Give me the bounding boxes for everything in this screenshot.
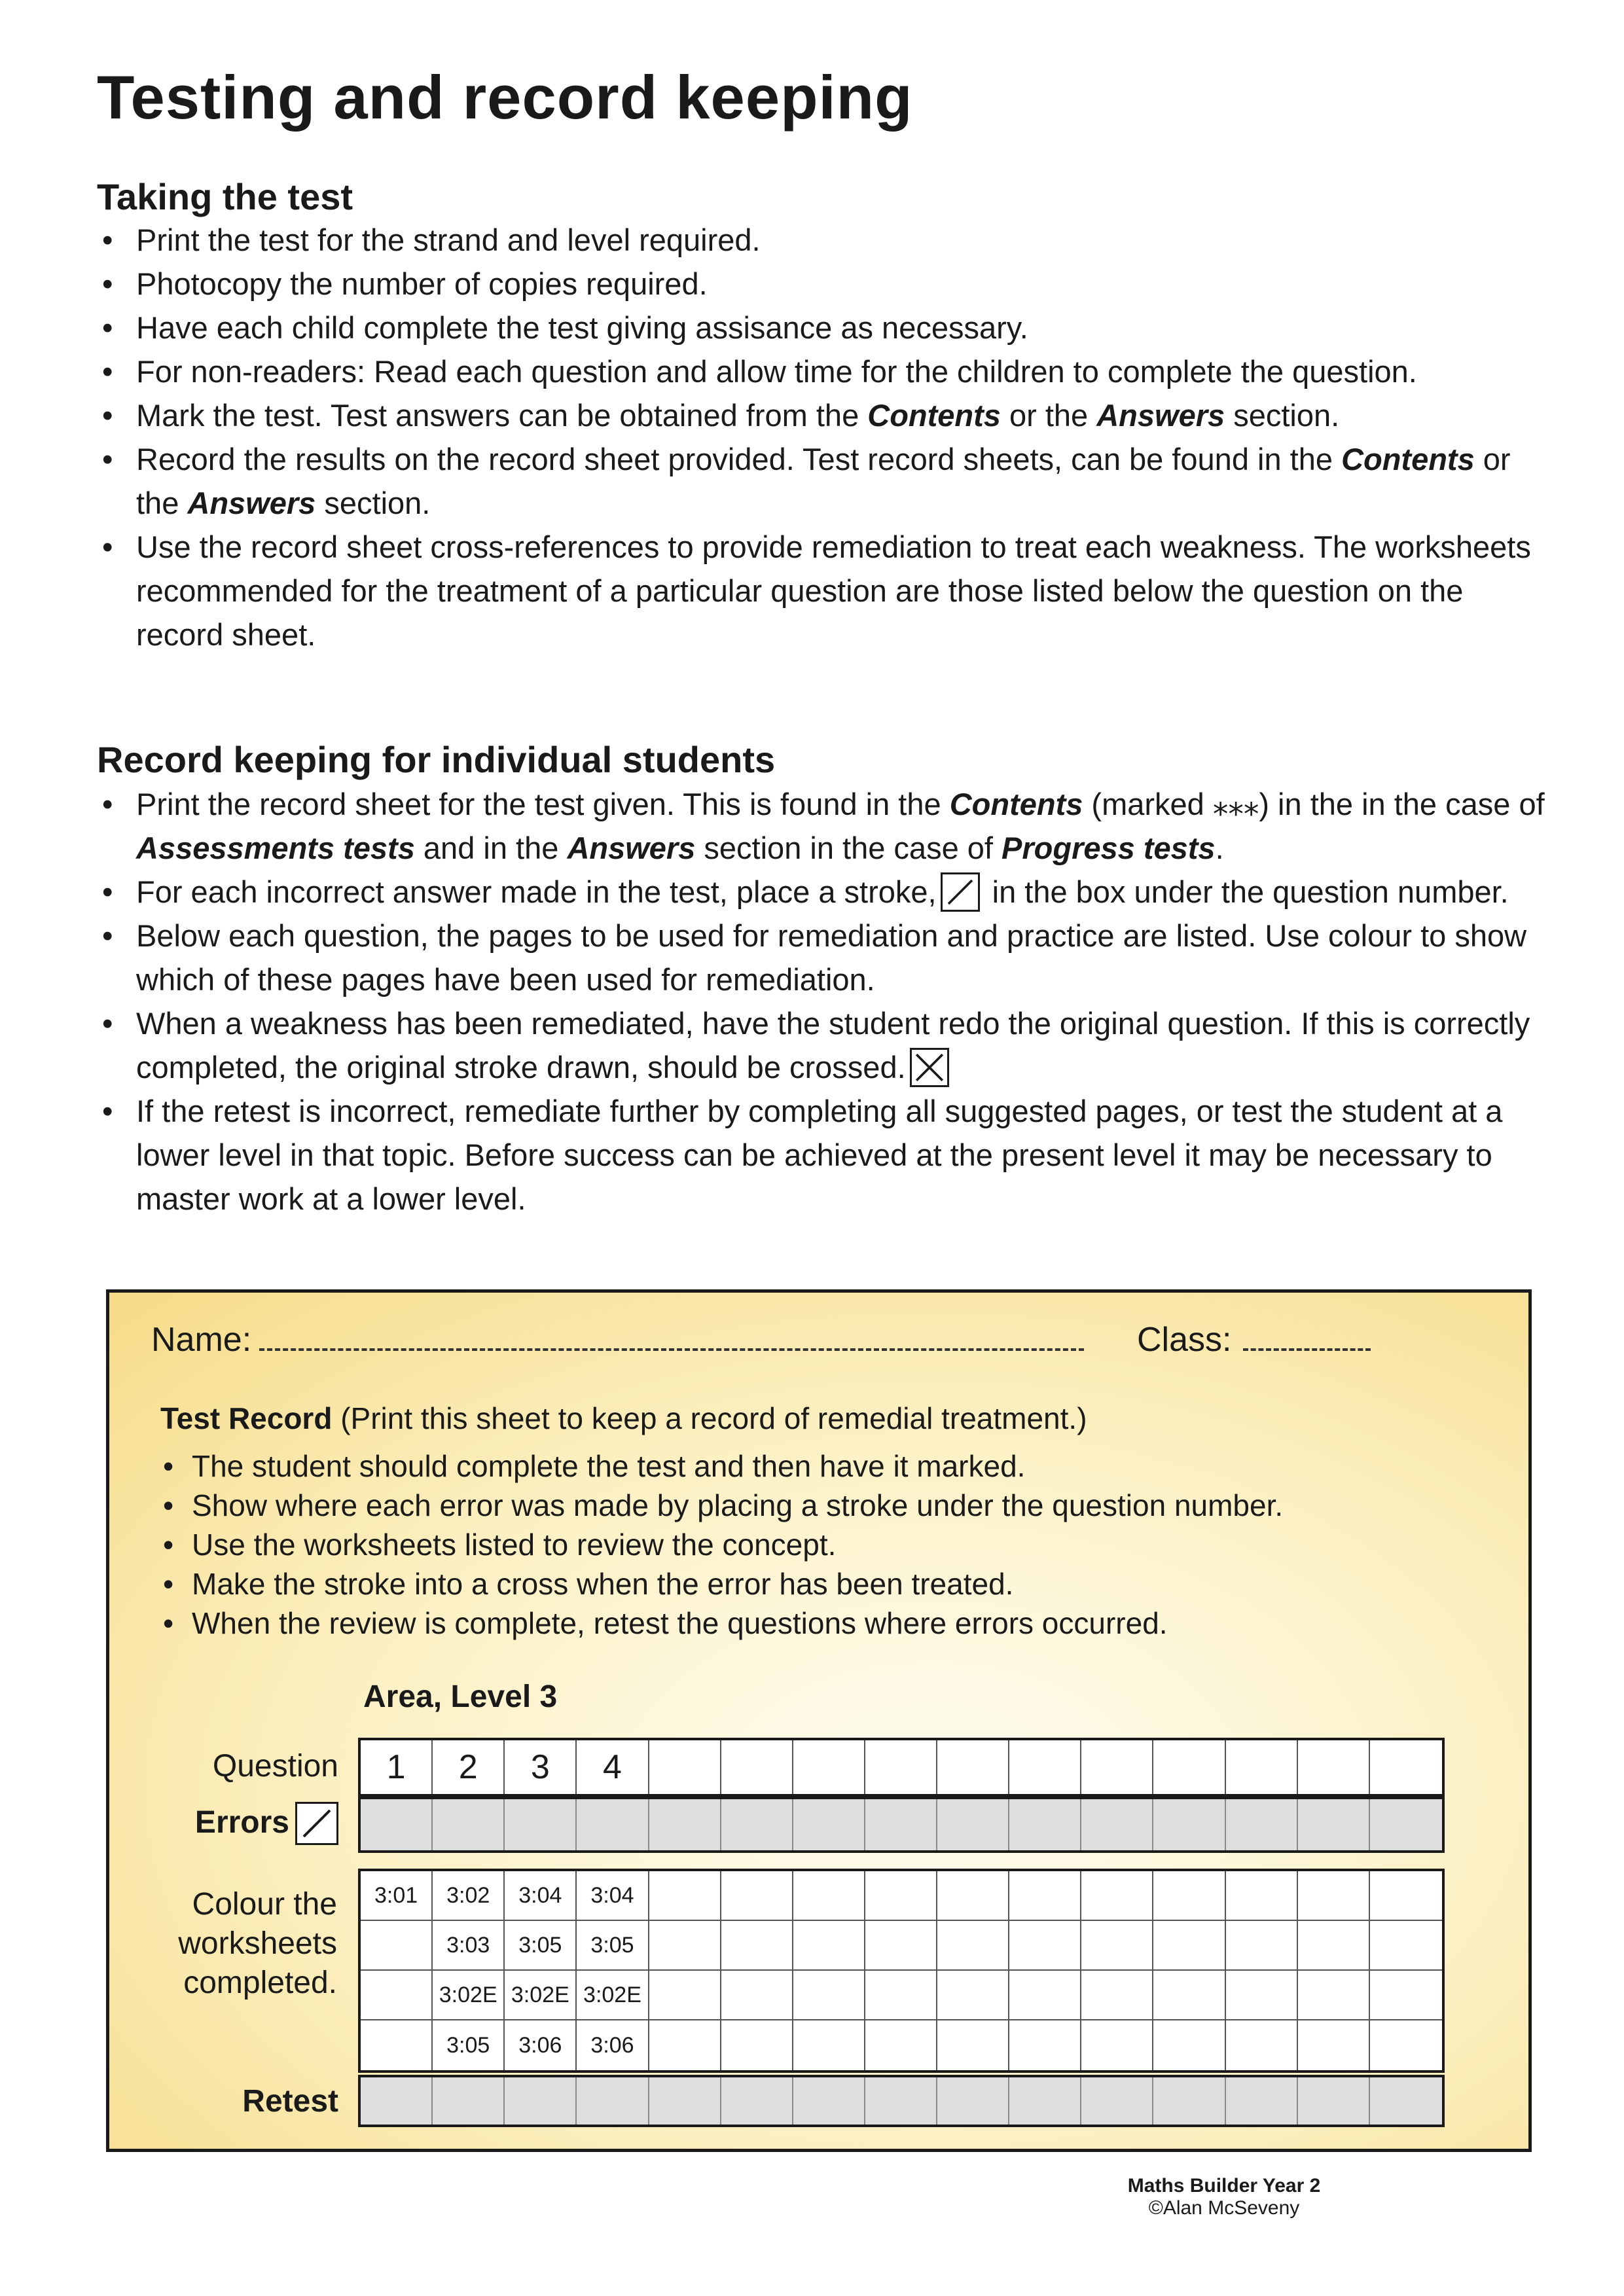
worksheet-cell[interactable]: 3:05 — [505, 1921, 577, 1971]
worksheet-cell[interactable] — [865, 1921, 937, 1971]
worksheet-cell[interactable] — [1226, 2020, 1298, 2070]
worksheet-cell[interactable] — [649, 1971, 721, 2020]
stroke-box-icon — [295, 1802, 338, 1845]
list-item — [97, 1001, 1557, 1089]
worksheet-cell[interactable]: 3:06 — [577, 2020, 649, 2070]
question-number-cell: 4 — [577, 1740, 649, 1794]
test-record-intro — [160, 1401, 1087, 1436]
list-item-text: Print the record sheet for the test given. This is found in the — [136, 787, 950, 821]
list-item-text: Record the results on the record sheet provided. Test record sheets, can be found in the — [136, 442, 1342, 476]
error-cell[interactable] — [1153, 1799, 1225, 1850]
worksheet-cell[interactable]: 3:04 — [577, 1871, 649, 1921]
list-item-text: Have each child complete the test giving assisance as necessary. — [136, 310, 1028, 345]
question-number-cell — [721, 1740, 793, 1794]
list-item: • The student should complete the test and then have it marked. — [160, 1446, 1509, 1486]
page-title: Testing and record keeping — [97, 63, 913, 132]
area-level-title: Area, Level 3 — [363, 1679, 558, 1714]
question-number-cell: 2 — [433, 1740, 505, 1794]
worksheet-cell[interactable] — [1009, 1921, 1081, 1971]
list-item-text: When a weakness has been remediated, have the student redo the original question. If this is correctly completed, the original stroke drawn, should be crossed. — [136, 1006, 1530, 1085]
error-cell[interactable] — [577, 1799, 649, 1850]
list-item — [97, 525, 1557, 656]
worksheets-grid — [358, 1869, 1445, 2073]
test-record-sheet — [106, 1289, 1532, 2152]
worksheet-cell[interactable] — [865, 1871, 937, 1921]
question-number-cell — [1153, 1740, 1225, 1794]
contents-reference: Contents — [1341, 442, 1475, 476]
worksheet-cell[interactable]: 3:02E — [433, 1971, 505, 2020]
question-number-cell — [1081, 1740, 1153, 1794]
error-cell[interactable] — [793, 1799, 865, 1850]
list-item-text: For each incorrect answer made in the test, place a stroke, — [136, 874, 937, 909]
list-item-text: section in the case of — [695, 831, 1002, 865]
error-cell[interactable] — [1081, 1799, 1153, 1850]
worksheet-cell[interactable]: 3:05 — [577, 1921, 649, 1971]
name-line[interactable] — [259, 1329, 1084, 1351]
colour-worksheets-label: Colour the worksheets completed. — [178, 1887, 337, 2000]
error-cell[interactable] — [649, 1799, 721, 1850]
error-cell[interactable] — [1298, 1799, 1370, 1850]
error-cell[interactable] — [721, 1799, 793, 1850]
worksheet-cell[interactable]: 3:04 — [505, 1871, 577, 1921]
worksheet-cell[interactable] — [1009, 1871, 1081, 1921]
retest-cell[interactable] — [937, 2077, 1009, 2125]
name-field — [151, 1320, 1084, 1359]
question-number-cell — [865, 1740, 937, 1794]
list-item — [97, 262, 1557, 306]
answers-reference: Answers — [187, 486, 316, 520]
retest-cell[interactable] — [793, 2077, 865, 2125]
error-cell[interactable] — [505, 1799, 577, 1850]
worksheet-cell[interactable] — [1153, 1871, 1225, 1921]
worksheet-cell[interactable] — [793, 1871, 865, 1921]
worksheet-cell[interactable]: 3:02E — [505, 1971, 577, 2020]
worksheet-cell[interactable] — [1298, 2020, 1370, 2070]
error-cell[interactable] — [1370, 1799, 1442, 1850]
retest-cell[interactable] — [505, 2077, 577, 2125]
worksheet-cell[interactable] — [1081, 1871, 1153, 1921]
question-number-row — [358, 1738, 1445, 1797]
list-item-text: or the — [1000, 398, 1097, 433]
question-row-label: Question — [212, 1749, 338, 1784]
worksheet-cell[interactable] — [1153, 2020, 1225, 2070]
taking-test-heading: Taking the test — [97, 176, 353, 217]
worksheet-cell[interactable] — [937, 1921, 1009, 1971]
list-item-text: and in the — [414, 831, 568, 865]
list-item-text: Below each question, the pages to be used for remediation and practice are listed. Use colour to show which of these pages have been used for remediation. — [136, 918, 1527, 997]
answers-reference: Answers — [1096, 398, 1225, 433]
list-item-text: in the box under the question number. — [983, 874, 1509, 909]
list-item — [97, 218, 1557, 262]
question-number-cell — [1009, 1740, 1081, 1794]
worksheet-cell[interactable] — [1370, 1871, 1442, 1921]
worksheet-cell[interactable] — [1081, 2020, 1153, 2070]
test-record-label: Test Record — [160, 1401, 333, 1435]
worksheet-cell[interactable] — [1226, 1921, 1298, 1971]
retest-cell[interactable] — [433, 2077, 505, 2125]
worksheet-cell[interactable] — [721, 1871, 793, 1921]
error-cell[interactable] — [937, 1799, 1009, 1850]
worksheet-cell[interactable] — [361, 2020, 433, 2070]
footer-copyright: ©Alan McSeveny — [1148, 2197, 1300, 2219]
worksheet-cell[interactable] — [721, 2020, 793, 2070]
retest-cell[interactable] — [865, 2077, 937, 2125]
question-number-cell — [1298, 1740, 1370, 1794]
worksheet-cell[interactable] — [1009, 2020, 1081, 2070]
retest-row-label: Retest — [242, 2084, 338, 2119]
worksheet-cell[interactable] — [793, 1921, 865, 1971]
worksheet-cell[interactable]: 3:06 — [505, 2020, 577, 2070]
worksheet-cell[interactable] — [1298, 1971, 1370, 2020]
test-record-note: (Print this sheet to keep a record of remedial treatment.) — [332, 1401, 1087, 1435]
worksheet-cell[interactable] — [649, 1921, 721, 1971]
worksheet-cell[interactable] — [1370, 1921, 1442, 1971]
worksheet-cell[interactable] — [1370, 2020, 1442, 2070]
list-item-text: Photocopy the number of copies required. — [136, 266, 708, 301]
list-item-text: If the retest is incorrect, remediate further by completing all suggested pages, or test the student at a lower level in that topic. Before success can be achieved at the present level it may be necessary to master work at a lower level. — [136, 1094, 1503, 1216]
list-item-text: . — [1215, 831, 1224, 865]
worksheet-cell[interactable]: 3:02E — [577, 1971, 649, 2020]
retest-cell[interactable] — [1009, 2077, 1081, 2125]
worksheet-cell[interactable] — [1081, 1971, 1153, 2020]
worksheet-cell[interactable] — [721, 1971, 793, 2020]
retest-cell[interactable] — [1370, 2077, 1442, 2125]
worksheet-cell[interactable] — [1226, 1971, 1298, 2020]
crossed-box-icon — [910, 1048, 949, 1087]
question-number-cell — [649, 1740, 721, 1794]
list-item-text: Use the record sheet cross-references to provide remediation to treat each weakness. The worksheets recommended for the treatment of a particular question are those listed below the question on the record sheet. — [136, 529, 1531, 652]
class-line[interactable] — [1243, 1329, 1371, 1351]
worksheet-cell[interactable] — [1153, 1971, 1225, 2020]
worksheet-cell[interactable] — [937, 2020, 1009, 2070]
worksheet-cell[interactable] — [937, 1971, 1009, 2020]
worksheet-cell[interactable]: 3:03 — [433, 1921, 505, 1971]
list-item-text: Mark the test. Test answers can be obtained from the — [136, 398, 868, 433]
list-item-text: section. — [316, 486, 431, 520]
retest-row — [358, 2075, 1445, 2127]
list-item — [97, 350, 1557, 393]
progress-reference: Progress tests — [1001, 831, 1216, 865]
worksheet-cell[interactable]: 3:05 — [433, 2020, 505, 2070]
retest-cell[interactable] — [721, 2077, 793, 2125]
question-number-cell: 1 — [361, 1740, 433, 1794]
question-number-cell — [937, 1740, 1009, 1794]
list-item — [97, 437, 1557, 525]
worksheet-cell[interactable]: 3:01 — [361, 1871, 433, 1921]
name-label: Name: — [151, 1321, 252, 1359]
record-sheet-instructions — [160, 1446, 1509, 1643]
footer-book-title: Maths Builder Year 2 — [1127, 2175, 1321, 2197]
retest-cell[interactable] — [649, 2077, 721, 2125]
worksheet-cell[interactable] — [1298, 1921, 1370, 1971]
retest-cell[interactable] — [1081, 2077, 1153, 2125]
list-item-text: For non-readers: Read each question and allow time for the children to complete the question. — [136, 354, 1417, 389]
answers-reference: Answers — [567, 831, 696, 865]
worksheet-cell[interactable] — [649, 2020, 721, 2070]
list-item-text: or the — [136, 442, 1511, 520]
list-item-text: Print the test for the strand and level required. — [136, 223, 761, 257]
assessments-reference: Assessments tests — [136, 831, 415, 865]
record-keeping-heading: Record keeping for individual students — [97, 739, 776, 780]
list-item-text: section. — [1225, 398, 1340, 433]
worksheet-cell[interactable] — [865, 2020, 937, 2070]
list-item: • Show where each error was made by placing a stroke under the question number. — [160, 1486, 1509, 1525]
errors-row — [358, 1797, 1445, 1853]
class-label: Class: — [1137, 1321, 1232, 1359]
worksheet-cell[interactable] — [1370, 1971, 1442, 2020]
question-number-cell — [1226, 1740, 1298, 1794]
list-item — [97, 782, 1557, 870]
question-number-cell: 3 — [505, 1740, 577, 1794]
worksheet-cell[interactable] — [793, 2020, 865, 2070]
worksheet-cell[interactable]: 3:02 — [433, 1871, 505, 1921]
list-item: • When the review is complete, retest the questions where errors occurred. — [160, 1604, 1509, 1643]
retest-cell[interactable] — [1298, 2077, 1370, 2125]
list-item-text: (marked ⁎⁎⁎) in the in the case of — [1083, 787, 1545, 821]
worksheet-cell[interactable] — [361, 1971, 433, 2020]
retest-cell[interactable] — [577, 2077, 649, 2125]
contents-reference: Contents — [949, 787, 1083, 821]
worksheet-cell[interactable] — [937, 1871, 1009, 1921]
worksheet-cell[interactable] — [649, 1871, 721, 1921]
list-item: • Use the worksheets listed to review the concept. — [160, 1525, 1509, 1564]
stroke-box-icon — [941, 872, 980, 912]
worksheet-cell[interactable] — [1298, 1871, 1370, 1921]
worksheet-cell[interactable] — [721, 1921, 793, 1971]
contents-reference: Contents — [867, 398, 1001, 433]
error-cell[interactable] — [1009, 1799, 1081, 1850]
retest-cell[interactable] — [1153, 2077, 1225, 2125]
retest-cell[interactable] — [361, 2077, 433, 2125]
question-number-cell — [793, 1740, 865, 1794]
question-number-cell — [1370, 1740, 1442, 1794]
worksheet-cell[interactable] — [865, 1971, 937, 2020]
list-item — [97, 1089, 1557, 1221]
worksheet-cell[interactable] — [1153, 1921, 1225, 1971]
error-cell[interactable] — [1226, 1799, 1298, 1850]
list-item: • Make the stroke into a cross when the error has been treated. — [160, 1564, 1509, 1604]
error-cell[interactable] — [865, 1799, 937, 1850]
record-keeping-list — [97, 782, 1557, 1221]
retest-cell[interactable] — [1226, 2077, 1298, 2125]
worksheet-cell[interactable] — [1081, 1921, 1153, 1971]
worksheet-cell[interactable] — [793, 1971, 865, 2020]
error-cell[interactable] — [433, 1799, 505, 1850]
error-cell[interactable] — [361, 1799, 433, 1850]
worksheet-cell[interactable] — [361, 1921, 433, 1971]
list-item — [97, 393, 1557, 437]
worksheet-cell[interactable] — [1009, 1971, 1081, 2020]
taking-test-list — [97, 218, 1557, 656]
list-item — [97, 870, 1557, 914]
class-field — [1137, 1320, 1371, 1359]
list-item — [97, 914, 1557, 1001]
footer — [1080, 2175, 1368, 2219]
worksheet-cell[interactable] — [1226, 1871, 1298, 1921]
errors-row-label: Errors — [194, 1805, 289, 1840]
list-item — [97, 306, 1557, 350]
